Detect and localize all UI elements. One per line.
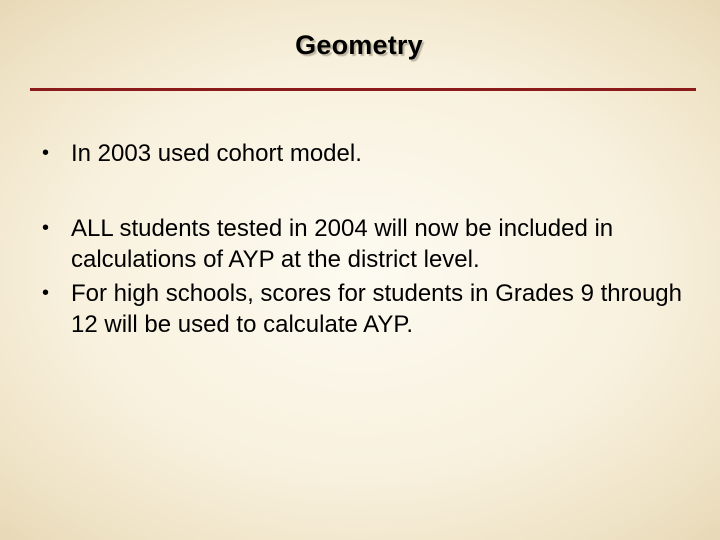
bullet-list [42, 138, 682, 340]
bullet-dot-icon: • [42, 282, 50, 304]
slide-title: Geometry [295, 30, 423, 60]
title-divider [30, 88, 696, 91]
bullet-text: In 2003 used cohort model. [71, 140, 362, 167]
bullet-text: ALL students tested in 2004 will now be included in calculations of AYP at the district level. [71, 215, 614, 273]
bullet-dot-icon: • [42, 142, 50, 164]
bullet-item [42, 138, 682, 169]
bullet-item [42, 213, 682, 275]
bullet-text: For high schools, scores for students in Grades 9 through 12 will be used to calculate AYP. [71, 280, 682, 338]
bullet-item [42, 278, 682, 340]
bullet-dot-icon: • [42, 217, 50, 239]
